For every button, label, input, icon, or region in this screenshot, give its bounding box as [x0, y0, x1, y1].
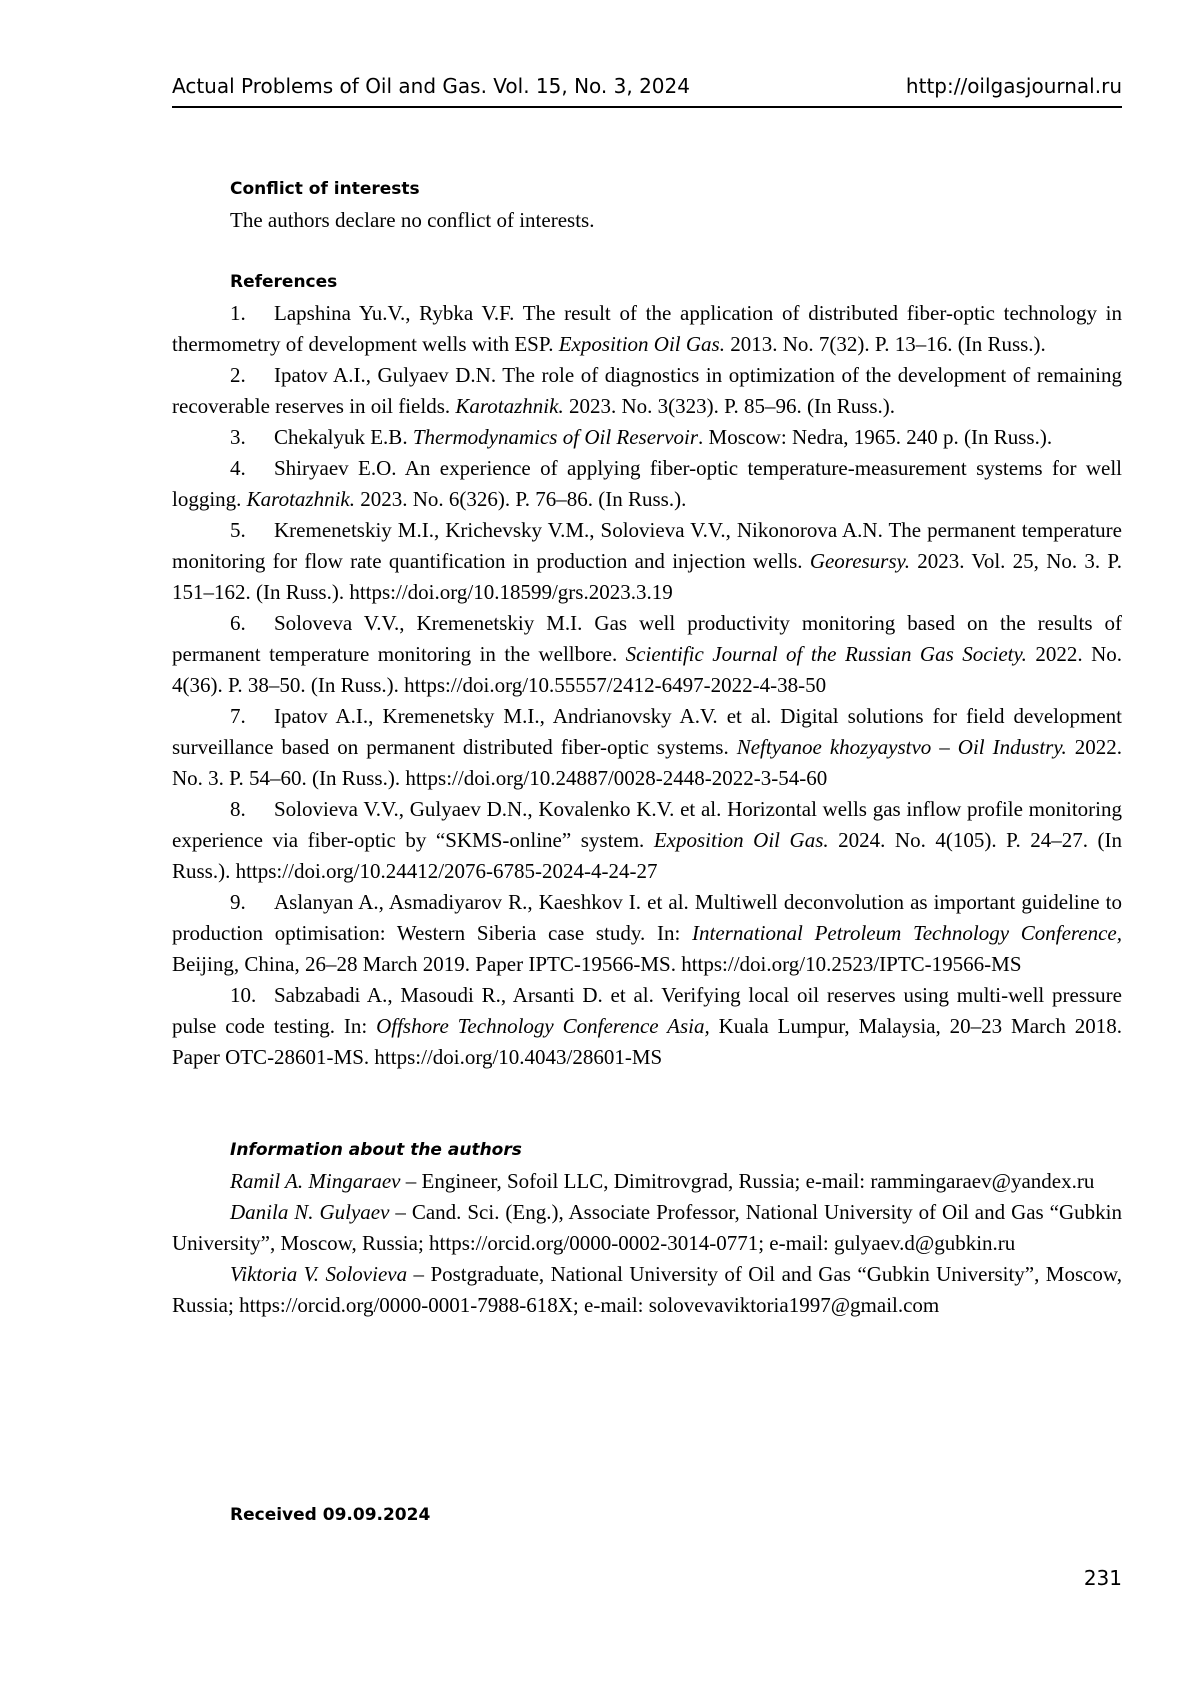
reference-item — [172, 515, 1122, 608]
reference-number: 8. — [230, 794, 274, 825]
author-item — [172, 1259, 1122, 1321]
reference-details: Kuala Lumpur, Malaysia, 20–23 March 2018. Paper OTC-28601-MS. https://doi.org/10.4043/28601-MS — [172, 1014, 1122, 1069]
reference-source: Neftyanoe khozyaystvo – Oil Industry. — [737, 735, 1067, 759]
received-date: Received 09.09.2024 — [230, 1505, 430, 1525]
reference-number: 4. — [230, 453, 274, 484]
running-header — [172, 72, 1122, 108]
reference-source: Exposition Oil Gas. — [559, 332, 725, 356]
reference-item — [172, 298, 1122, 360]
reference-details: 2022. No. 4(36). P. 38–50. (In Russ.). https://doi.org/10.55557/2412-6497-2022-4-38-50 — [172, 642, 1122, 697]
conflict-text: The authors declare no conflict of interests. — [172, 205, 1122, 236]
reference-item — [172, 453, 1122, 515]
author-details: – Postgraduate, National University of Oil and Gas “Gubkin University”, Moscow, Russia; https://orcid.org/0000-0001-7988-618X; e-mail: solovevaviktoria1997@gmail.com — [172, 1262, 1122, 1317]
reference-number: 2. — [230, 360, 274, 391]
reference-number: 9. — [230, 887, 274, 918]
reference-item — [172, 887, 1122, 980]
reference-item — [172, 980, 1122, 1073]
reference-number: 7. — [230, 701, 274, 732]
author-name: Danila N. Gulyaev — [230, 1200, 389, 1224]
author-item — [172, 1197, 1122, 1259]
reference-item — [172, 360, 1122, 422]
author-item — [172, 1166, 1122, 1197]
reference-number: 10. — [230, 980, 274, 1011]
reference-list — [172, 298, 1122, 1073]
author-name: Viktoria V. Solovieva — [230, 1262, 407, 1286]
reference-source: Thermodynamics of Oil Reservoir — [413, 425, 698, 449]
reference-details: 2023. No. 6(326). P. 76–86. (In Russ.). — [355, 487, 686, 511]
reference-details: 2013. No. 7(32). P. 13–16. (In Russ.). — [725, 332, 1046, 356]
reference-details: 2023. Vol. 25, No. 3. P. 151–162. (In Russ.). https://doi.org/10.18599/grs.2023.3.19 — [172, 549, 1122, 604]
page-number: 231 — [1084, 1566, 1122, 1590]
reference-item — [172, 608, 1122, 701]
reference-number: 3. — [230, 422, 274, 453]
reference-source: Scientific Journal of the Russian Gas Society. — [626, 642, 1027, 666]
reference-details: 2022. No. 3. P. 54–60. (In Russ.). https://doi.org/10.24887/0028-2448-2022-3-54-60 — [172, 735, 1122, 790]
reference-source: Exposition Oil Gas. — [654, 828, 829, 852]
reference-source: International Petroleum Technology Conference, — [692, 921, 1122, 945]
reference-text: Sabzabadi A., Masoudi R., Arsanti D. et al. Verifying local oil reserves using multi-well pressure pulse code testing. In: — [172, 983, 1122, 1038]
reference-text: Solovieva V.V., Gulyaev D.N., Kovalenko K.V. et al. Horizontal wells gas inflow profile monitoring experience via fiber-optic by “SKMS-online” system. — [172, 797, 1122, 852]
reference-source: Georesursy. — [810, 549, 910, 573]
reference-details: Beijing, China, 26–28 March 2019. Paper IPTC-19566-MS. https://doi.org/10.2523/IPTC-19566-MS — [172, 952, 1022, 976]
paper-page — [0, 0, 1200, 1697]
reference-item — [172, 701, 1122, 794]
reference-text: Chekalyuk E.B. — [274, 425, 413, 449]
reference-source: Karotazhnik. — [455, 394, 563, 418]
journal-title: Actual Problems of Oil and Gas. Vol. 15, No. 3, 2024 — [172, 74, 690, 98]
reference-item — [172, 794, 1122, 887]
reference-number: 1. — [230, 298, 274, 329]
reference-source: Offshore Technology Conference Asia, — [376, 1014, 710, 1038]
reference-text: Shiryaev E.O. An experience of applying fiber-optic temperature-measurement systems for well logging. — [172, 456, 1122, 511]
reference-details: . Moscow: Nedra, 1965. 240 p. (In Russ.). — [698, 425, 1052, 449]
references-heading: References — [172, 267, 1122, 298]
reference-details: 2023. No. 3(323). P. 85–96. (In Russ.). — [564, 394, 895, 418]
reference-item — [172, 422, 1122, 453]
reference-text: Ipatov A.I., Gulyaev D.N. The role of diagnostics in optimization of the development of remaining recoverable reserves in oil fields. — [172, 363, 1122, 418]
reference-text: Ipatov A.I., Kremenetsky M.I., Andrianovsky A.V. et al. Digital solutions for field development surveillance based on permanent distributed fiber-optic systems. — [172, 704, 1122, 759]
reference-number: 5. — [230, 515, 274, 546]
journal-url[interactable]: http://oilgasjournal.ru — [906, 74, 1122, 98]
conflict-heading: Conflict of interests — [172, 174, 1122, 205]
author-name: Ramil A. Mingaraev — [230, 1169, 401, 1193]
authors-heading: Information about the authors — [172, 1135, 1122, 1166]
reference-source: Karotazhnik. — [247, 487, 355, 511]
author-details: – Engineer, Sofoil LLC, Dimitrovgrad, Russia; e-mail: rammingaraev@yandex.ru — [401, 1169, 1095, 1193]
author-list — [172, 1166, 1122, 1321]
reference-text: Soloveva V.V., Kremenetskiy M.I. Gas well productivity monitoring based on the results of permanent temperature monitoring in the wellbore. — [172, 611, 1122, 666]
author-details: – Cand. Sci. (Eng.), Associate Professor, National University of Oil and Gas “Gubkin University”, Moscow, Russia; https://orcid.org/0000-0002-3014-0771; e-mail: gulyaev.d@gubkin.ru — [172, 1200, 1122, 1255]
reference-text: Lapshina Yu.V., Rybka V.F. The result of the application of distributed fiber-optic technology in thermometry of development wells with ESP. — [172, 301, 1122, 356]
reference-text: Kremenetskiy M.I., Krichevsky V.M., Solovieva V.V., Nikonorova A.N. The permanent temperature monitoring for flow rate quantification in production and injection wells. — [172, 518, 1122, 573]
article-body — [172, 174, 1122, 1321]
reference-number: 6. — [230, 608, 274, 639]
reference-text: Aslanyan A., Asmadiyarov R., Kaeshkov I. et al. Multiwell deconvolution as important guideline to production optimisation: Western Siberia case study. In: — [172, 890, 1122, 945]
reference-details: 2024. No. 4(105). P. 24–27. (In Russ.). https://doi.org/10.24412/2076-6785-2024-4-24-27 — [172, 828, 1122, 883]
